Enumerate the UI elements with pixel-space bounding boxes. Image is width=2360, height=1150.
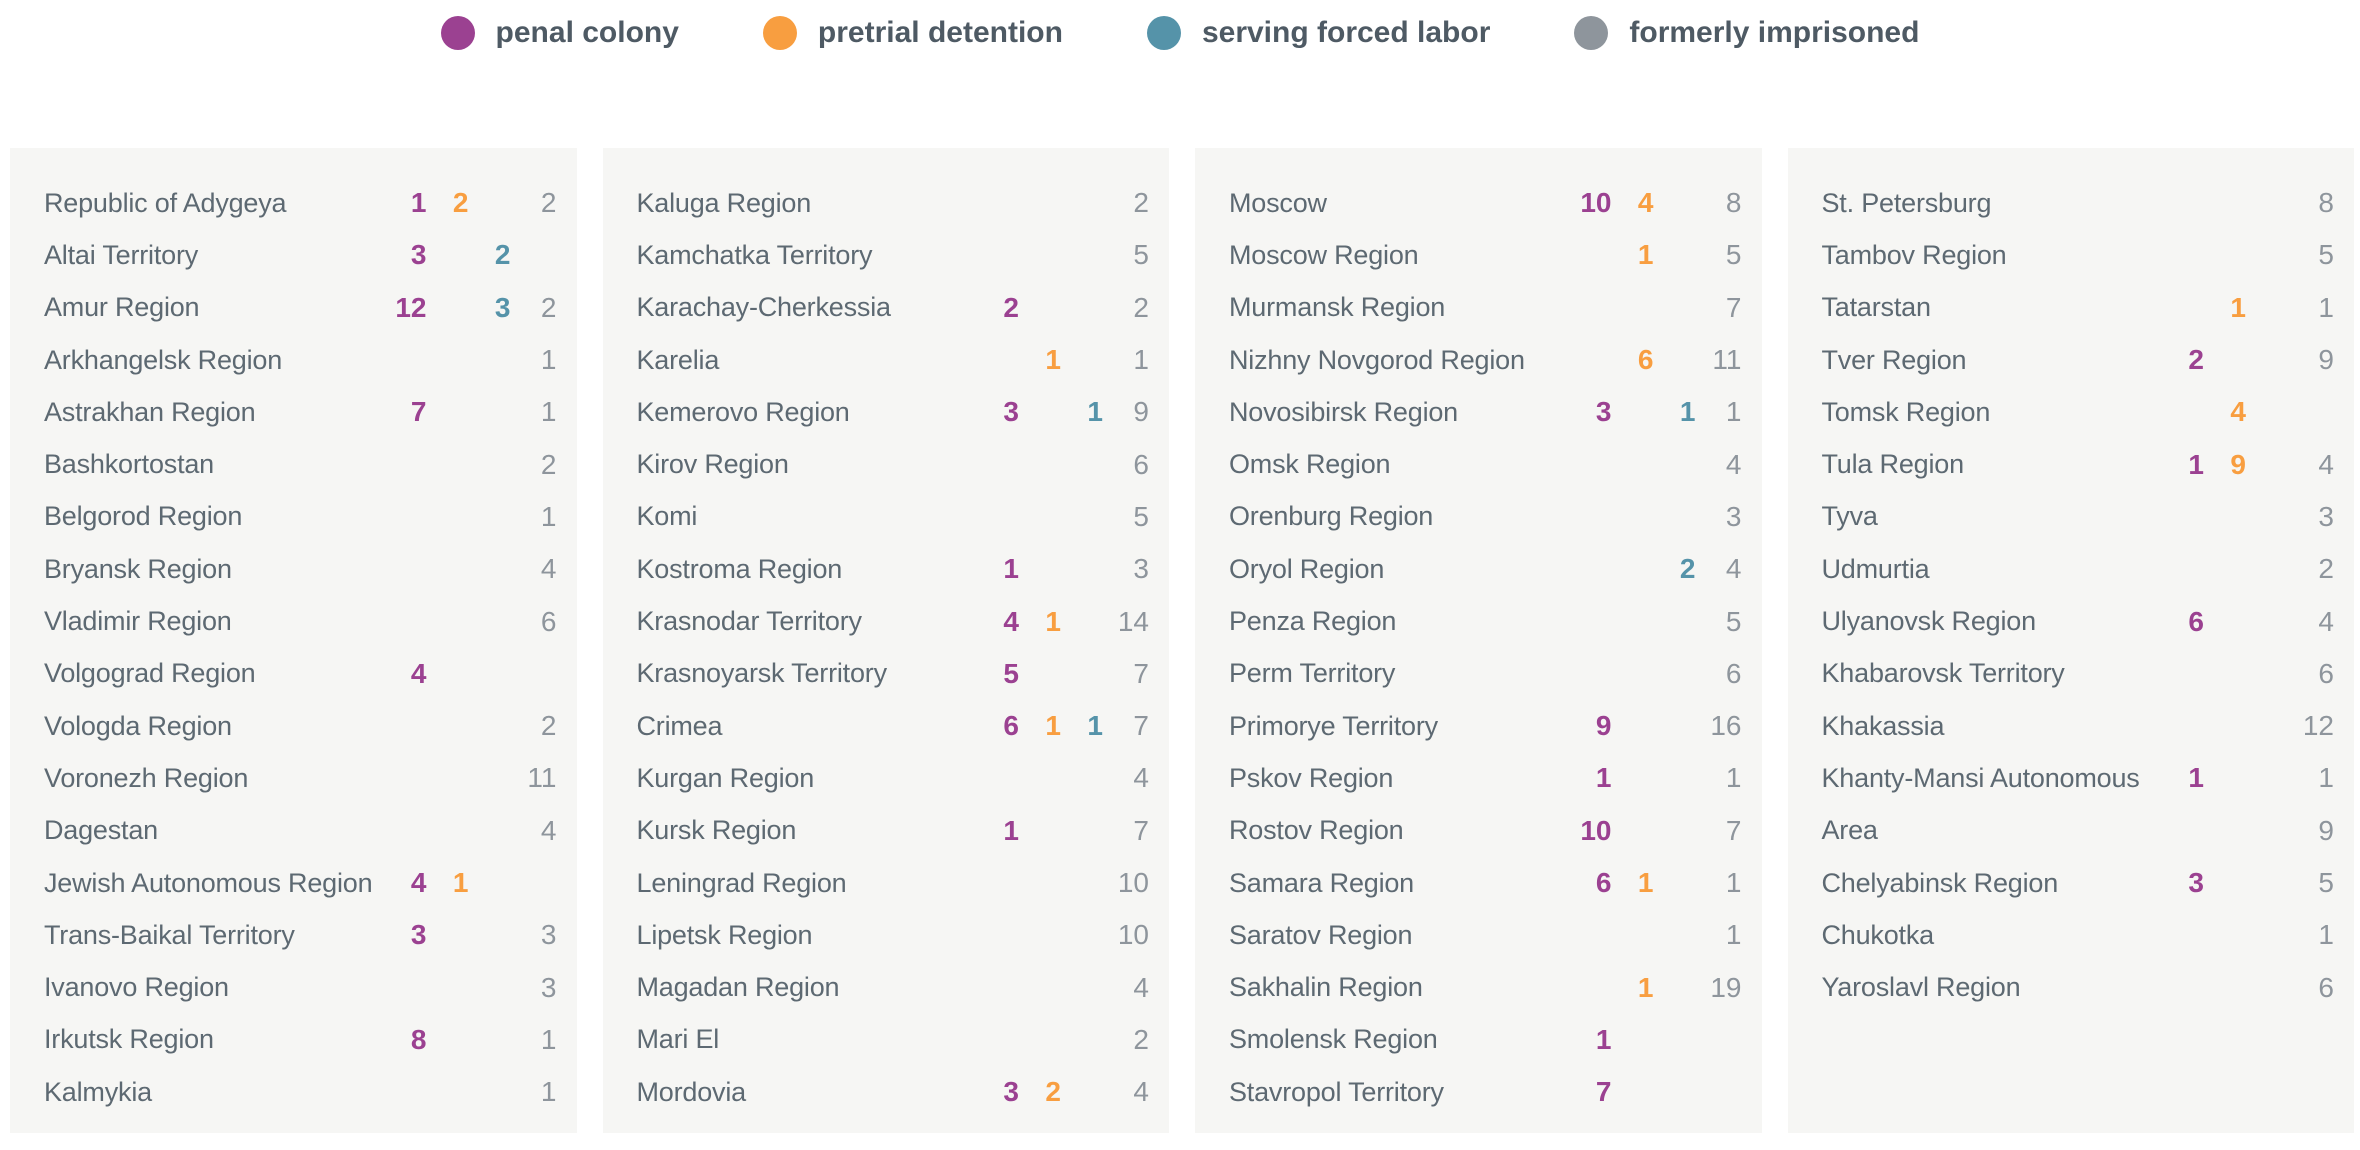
region-name: Yaroslavl Region [1821, 972, 2021, 1003]
region-row [44, 909, 557, 961]
region-row [637, 648, 1150, 700]
region-row [44, 543, 557, 595]
penal-colony-count: 3 [410, 919, 427, 951]
region-name: Kamchatka Territory [636, 239, 873, 270]
formerly-imprisoned-count: 2 [540, 710, 557, 742]
penal-colony-count: 6 [1003, 710, 1019, 742]
formerly-imprisoned-count: 4 [1133, 1076, 1149, 1108]
penal-colony-count: 7 [410, 396, 427, 428]
region-row [1229, 857, 1742, 909]
region-column-1 [10, 148, 577, 1133]
formerly-imprisoned-count: 2 [540, 291, 557, 323]
formerly-imprisoned-count: 4 [2318, 605, 2334, 637]
region-row [44, 334, 557, 386]
region-name: Kemerovo Region [636, 396, 850, 427]
legend-label: pretrial detention [817, 16, 1063, 49]
formerly-imprisoned-count: 1 [540, 1023, 557, 1055]
penal-colony-count: 8 [410, 1023, 427, 1055]
formerly-imprisoned-count: 1 [1133, 344, 1149, 376]
serving-forced-labor-count: 1 [1087, 710, 1103, 742]
formerly-imprisoned-count: 5 [1725, 239, 1742, 271]
region-name: Karachay-Cherkessia [636, 292, 891, 323]
formerly-imprisoned-count: 14 [1117, 605, 1149, 637]
formerly-imprisoned-count: 6 [2318, 657, 2334, 689]
region-row [1822, 595, 2335, 647]
region-name: Crimea [636, 710, 723, 741]
region-row [44, 700, 557, 752]
region-name: Tatarstan [1821, 292, 1931, 323]
formerly-imprisoned-count: 5 [2318, 239, 2334, 271]
formerly-imprisoned-count: 1 [540, 396, 557, 428]
penal-colony-count: 6 [1595, 867, 1612, 898]
penal-colony-count: 9 [1595, 710, 1612, 742]
region-row [1822, 752, 2335, 804]
formerly-imprisoned-count: 6 [2318, 971, 2334, 1003]
penal-colony-count: 5 [1003, 657, 1019, 689]
region-name: Trans-Baikal Territory [44, 919, 295, 950]
penal-colony-count: 2 [1003, 291, 1019, 323]
region-name: Sakhalin Region [1229, 972, 1423, 1003]
formerly-imprisoned-count: 8 [1725, 187, 1742, 219]
region-row [1229, 177, 1742, 229]
region-row [1822, 177, 2335, 229]
region-row [44, 961, 557, 1013]
legend-label: penal colony [495, 16, 679, 49]
serving-forced-labor-count: 1 [1087, 396, 1103, 428]
region-name: Mari El [636, 1024, 720, 1055]
region-name: Penza Region [1229, 606, 1397, 637]
region-name: Smolensk Region [1229, 1024, 1438, 1055]
region-row [637, 700, 1150, 752]
pretrial-detention-count: 2 [452, 187, 469, 219]
region-name: Lipetsk Region [636, 919, 813, 950]
region-name: Kaluga Region [636, 187, 812, 218]
formerly-imprisoned-count: 2 [2318, 553, 2334, 585]
region-column-2 [603, 148, 1170, 1133]
formerly-imprisoned-count: 1 [2318, 762, 2334, 794]
pretrial-detention-count: 1 [2230, 291, 2246, 323]
region-name: Magadan Region [636, 972, 840, 1003]
pretrial-detention-count: 1 [1045, 605, 1061, 637]
region-name: Area [1821, 815, 1878, 846]
pretrial-detention-count: 4 [2230, 396, 2246, 428]
region-row [1229, 282, 1742, 334]
region-name: Kostroma Region [636, 553, 843, 584]
region-name: Vladimir Region [44, 606, 232, 637]
formerly-imprisoned-count: 1 [540, 1076, 557, 1108]
formerly-imprisoned-count: 9 [1133, 396, 1149, 428]
region-row [637, 543, 1150, 595]
region-row [1229, 595, 1742, 647]
region-row [1229, 543, 1742, 595]
region-row [1822, 805, 2335, 857]
region-row [44, 752, 557, 804]
formerly-imprisoned-count: 7 [1133, 814, 1149, 846]
penal-colony-count: 3 [1003, 1076, 1019, 1108]
region-row [1822, 491, 2335, 543]
region-name: Ivanovo Region [44, 972, 229, 1003]
region-row [637, 282, 1150, 334]
region-row [1822, 700, 2335, 752]
serving-forced-labor-count: 1 [1679, 396, 1696, 428]
region-name: Tambov Region [1821, 239, 2007, 270]
region-row [1229, 1014, 1742, 1066]
region-row [1822, 857, 2335, 909]
formerly-imprisoned-count: 1 [540, 500, 557, 532]
formerly-imprisoned-count: 4 [1133, 762, 1149, 794]
region-name: Tyva [1821, 501, 1878, 532]
region-row [1822, 334, 2335, 386]
formerly-imprisoned-count: 5 [1133, 239, 1149, 271]
region-row [1822, 648, 2335, 700]
region-column-4 [1788, 148, 2355, 1133]
region-name: Orenburg Region [1229, 501, 1434, 532]
formerly-imprisoned-count: 4 [1725, 553, 1742, 585]
region-column-3 [1195, 148, 1762, 1133]
region-name: Irkutsk Region [44, 1024, 214, 1055]
pretrial-detention-count: 1 [1637, 239, 1654, 271]
region-row [1822, 282, 2335, 334]
legend-label: formerly imprisoned [1629, 16, 1920, 49]
region-row [1822, 543, 2335, 595]
formerly-imprisoned-count: 6 [1725, 657, 1742, 689]
region-row [637, 909, 1150, 961]
formerly-imprisoned-dot-icon [1574, 16, 1608, 50]
formerly-imprisoned-count: 1 [1725, 919, 1742, 951]
region-row [637, 229, 1150, 281]
region-row [637, 491, 1150, 543]
region-name: Primorye Territory [1229, 710, 1438, 741]
formerly-imprisoned-count: 4 [1725, 448, 1742, 480]
region-row [1229, 438, 1742, 490]
region-name: Oryol Region [1229, 553, 1385, 584]
region-name: Khanty-Mansi Autonomous [1821, 762, 2140, 793]
formerly-imprisoned-count: 4 [2318, 448, 2334, 480]
region-name: Nizhny Novgorod Region [1229, 344, 1525, 375]
region-name: Saratov Region [1229, 919, 1413, 950]
region-name: Udmurtia [1821, 553, 1930, 584]
formerly-imprisoned-count: 6 [540, 605, 557, 637]
penal-colony-count: 10 [1580, 187, 1612, 219]
formerly-imprisoned-count: 6 [1133, 448, 1149, 480]
formerly-imprisoned-count: 9 [2318, 814, 2334, 846]
formerly-imprisoned-count: 3 [1725, 500, 1742, 532]
region-name: Omsk Region [1229, 449, 1391, 480]
formerly-imprisoned-count: 7 [1133, 657, 1149, 689]
region-name: Kalmykia [44, 1076, 152, 1107]
region-name: Novosibirsk Region [1229, 396, 1458, 427]
region-name: Pskov Region [1229, 762, 1394, 793]
pretrial-detention-count: 1 [452, 867, 469, 898]
region-row [1229, 752, 1742, 804]
region-row [44, 282, 557, 334]
region-row [44, 229, 557, 281]
region-row [637, 438, 1150, 490]
legend-item-penal-colony [441, 16, 679, 50]
region-name: Moscow Region [1229, 239, 1419, 270]
region-row [1229, 909, 1742, 961]
formerly-imprisoned-count: 16 [1710, 710, 1742, 742]
formerly-imprisoned-count: 2 [1133, 187, 1149, 219]
pretrial-detention-count: 1 [1637, 867, 1654, 898]
pretrial-detention-count: 2 [1045, 1076, 1061, 1108]
region-name: Kirov Region [636, 449, 789, 480]
legend-item-serving-forced-labor [1147, 16, 1490, 50]
region-name: Chukotka [1821, 919, 1934, 950]
region-name: Komi [636, 501, 698, 532]
formerly-imprisoned-count: 1 [2318, 919, 2334, 951]
formerly-imprisoned-count: 11 [1712, 344, 1742, 376]
legend-item-pretrial-detention [763, 16, 1063, 50]
formerly-imprisoned-count: 7 [1725, 291, 1742, 323]
region-name: Astrakhan Region [44, 396, 256, 427]
penal-colony-count: 4 [410, 867, 427, 898]
formerly-imprisoned-count: 1 [1725, 762, 1742, 794]
region-row [1229, 700, 1742, 752]
penal-colony-count: 2 [2188, 344, 2204, 376]
formerly-imprisoned-count: 4 [540, 553, 557, 585]
region-row [637, 961, 1150, 1013]
region-row [637, 805, 1150, 857]
serving-forced-labor-count: 2 [1679, 553, 1696, 585]
penal-colony-count: 10 [1580, 814, 1612, 846]
region-name: Murmansk Region [1229, 292, 1446, 323]
region-row [1822, 229, 2335, 281]
region-name: St. Petersburg [1821, 187, 1992, 218]
formerly-imprisoned-count: 10 [1117, 919, 1149, 951]
formerly-imprisoned-count: 5 [2318, 867, 2334, 898]
formerly-imprisoned-count: 8 [2318, 187, 2334, 219]
formerly-imprisoned-count: 2 [540, 448, 557, 480]
formerly-imprisoned-count: 2 [1133, 291, 1149, 323]
region-name: Dagestan [44, 815, 158, 846]
region-name: Leningrad Region [636, 867, 847, 898]
region-name: Ulyanovsk Region [1821, 606, 2036, 637]
formerly-imprisoned-count: 3 [540, 919, 557, 951]
region-name: Tomsk Region [1821, 396, 1991, 427]
formerly-imprisoned-count: 4 [1133, 971, 1149, 1003]
serving-forced-labor-dot-icon [1147, 16, 1181, 50]
region-row [44, 386, 557, 438]
legend-item-formerly-imprisoned [1574, 16, 1919, 50]
formerly-imprisoned-count: 4 [540, 814, 557, 846]
pretrial-detention-count: 1 [1637, 971, 1654, 1003]
penal-colony-count: 6 [2188, 605, 2204, 637]
region-row [1822, 909, 2335, 961]
region-name: Stavropol Territory [1229, 1076, 1444, 1107]
penal-colony-count: 1 [1003, 553, 1019, 585]
region-row [1229, 961, 1742, 1013]
region-name: Krasnoyarsk Territory [636, 658, 887, 689]
region-row [637, 177, 1150, 229]
formerly-imprisoned-count: 19 [1710, 971, 1742, 1003]
formerly-imprisoned-count: 1 [2318, 291, 2334, 323]
pretrial-detention-count: 9 [2230, 448, 2246, 480]
legend-label: serving forced labor [1201, 16, 1491, 49]
chart-legend [0, 0, 2360, 53]
formerly-imprisoned-count: 3 [2318, 500, 2334, 532]
formerly-imprisoned-count: 7 [1725, 814, 1742, 846]
regions-table [0, 148, 2360, 1133]
penal-colony-count: 1 [1003, 814, 1019, 846]
region-row [637, 1066, 1150, 1118]
region-row [1822, 386, 2335, 438]
region-name: Kurgan Region [636, 762, 815, 793]
region-row [1229, 229, 1742, 281]
pretrial-detention-count: 6 [1637, 344, 1654, 376]
region-name: Karelia [636, 344, 720, 375]
region-name: Jewish Autonomous Region [44, 867, 373, 898]
formerly-imprisoned-count: 2 [540, 187, 557, 219]
region-row [1822, 961, 2335, 1013]
formerly-imprisoned-count: 7 [1133, 710, 1149, 742]
penal-colony-count: 1 [410, 187, 427, 219]
region-name: Samara Region [1229, 867, 1415, 898]
region-name: Mordovia [636, 1076, 746, 1107]
region-row [44, 805, 557, 857]
region-name: Khakassia [1821, 710, 1945, 741]
region-row [1822, 438, 2335, 490]
formerly-imprisoned-count: 2 [1133, 1023, 1149, 1055]
pretrial-detention-count: 4 [1637, 187, 1654, 219]
penal-colony-count: 1 [1595, 762, 1612, 794]
region-name: Altai Territory [44, 239, 199, 270]
region-name: Moscow [1229, 187, 1327, 218]
region-row [1229, 491, 1742, 543]
formerly-imprisoned-count: 3 [1133, 553, 1149, 585]
penal-colony-dot-icon [441, 16, 475, 50]
pretrial-detention-count: 1 [1045, 710, 1061, 742]
penal-colony-count: 3 [410, 239, 427, 271]
pretrial-detention-dot-icon [763, 16, 797, 50]
formerly-imprisoned-count: 1 [1725, 867, 1742, 898]
penal-colony-count: 12 [395, 291, 427, 323]
penal-colony-count: 4 [410, 657, 427, 689]
region-name: Kursk Region [636, 815, 797, 846]
formerly-imprisoned-count: 3 [540, 971, 557, 1003]
region-name: Volgograd Region [44, 658, 256, 689]
penal-colony-count: 1 [2188, 762, 2204, 794]
region-row [637, 334, 1150, 386]
region-row [44, 595, 557, 647]
region-row [44, 648, 557, 700]
region-row [1229, 805, 1742, 857]
region-name: Rostov Region [1229, 815, 1404, 846]
region-row [637, 752, 1150, 804]
region-name: Tver Region [1821, 344, 1967, 375]
penal-colony-count: 3 [2188, 867, 2204, 898]
region-row [637, 1014, 1150, 1066]
region-name: Belgorod Region [44, 501, 243, 532]
region-name: Vologda Region [44, 710, 232, 741]
formerly-imprisoned-count: 1 [1725, 396, 1742, 428]
region-name: Perm Territory [1229, 658, 1396, 689]
region-name: Chelyabinsk Region [1821, 867, 2059, 898]
serving-forced-labor-count: 2 [494, 239, 511, 271]
penal-colony-count: 4 [1003, 605, 1019, 637]
region-row [637, 595, 1150, 647]
formerly-imprisoned-count: 11 [527, 762, 557, 794]
region-row [1229, 334, 1742, 386]
formerly-imprisoned-count: 12 [2302, 710, 2334, 742]
formerly-imprisoned-count: 1 [540, 344, 557, 376]
region-row [44, 491, 557, 543]
region-name: Voronezh Region [44, 762, 249, 793]
penal-colony-count: 7 [1595, 1076, 1612, 1108]
region-row [1229, 1066, 1742, 1118]
pretrial-detention-count: 1 [1045, 344, 1061, 376]
region-name: Khabarovsk Territory [1821, 658, 2065, 689]
region-name: Bryansk Region [44, 553, 232, 584]
region-row [637, 857, 1150, 909]
penal-colony-count: 3 [1003, 396, 1019, 428]
region-row [1229, 648, 1742, 700]
region-row [44, 1014, 557, 1066]
region-row [1229, 386, 1742, 438]
region-name: Republic of Adygeya [44, 187, 287, 218]
penal-colony-count: 3 [1595, 396, 1612, 428]
formerly-imprisoned-count: 9 [2318, 344, 2334, 376]
region-name: Amur Region [44, 292, 200, 323]
region-name: Tula Region [1821, 449, 1964, 480]
region-row [44, 438, 557, 490]
penal-colony-count: 1 [1595, 1023, 1612, 1055]
region-row [44, 1066, 557, 1118]
formerly-imprisoned-count: 10 [1117, 867, 1149, 898]
region-row [44, 177, 557, 229]
region-name: Krasnodar Territory [636, 606, 862, 637]
region-name: Arkhangelsk Region [44, 344, 283, 375]
formerly-imprisoned-count: 5 [1133, 500, 1149, 532]
region-row [44, 857, 557, 909]
region-name: Bashkortostan [44, 449, 214, 480]
region-row [637, 386, 1150, 438]
serving-forced-labor-count: 3 [494, 291, 511, 323]
penal-colony-count: 1 [2188, 448, 2204, 480]
formerly-imprisoned-count: 5 [1725, 605, 1742, 637]
